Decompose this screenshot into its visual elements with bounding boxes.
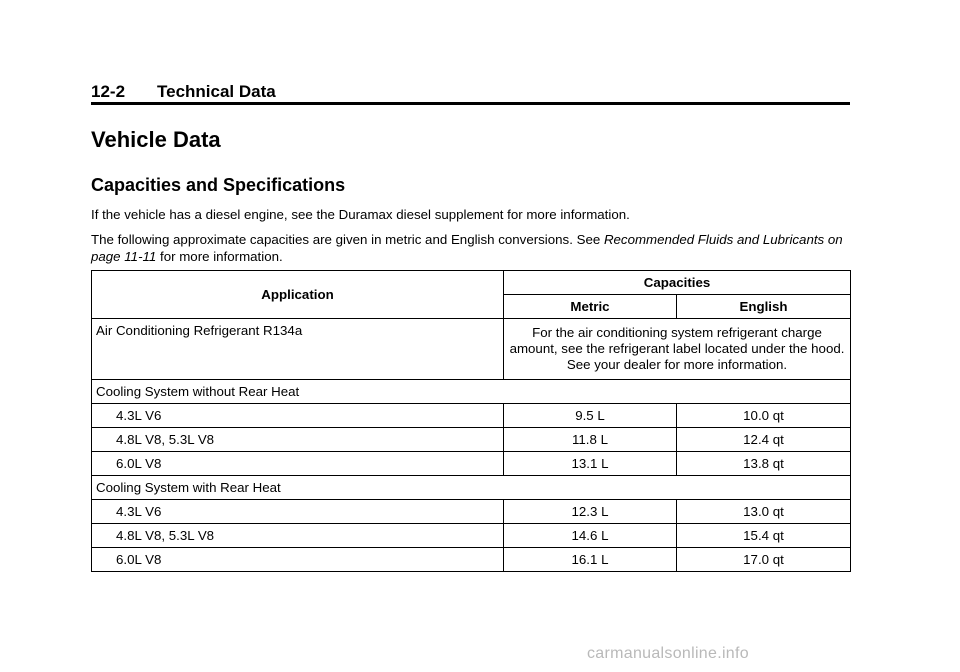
metric-cell: 9.5 L (504, 404, 677, 428)
table-row (92, 500, 851, 524)
page-number: 12-2 (91, 82, 126, 101)
table-row (92, 404, 851, 428)
metric-cell: 16.1 L (504, 548, 677, 572)
capacities-table (91, 270, 851, 572)
table-group-row (92, 476, 851, 500)
table-row-ac-refrigerant (92, 319, 851, 380)
english-cell: 13.0 qt (677, 500, 851, 524)
intro-text-end: for more information. (156, 249, 283, 264)
header-capacities: Capacities (504, 271, 851, 295)
metric-cell: 14.6 L (504, 524, 677, 548)
engine-cell: 4.3L V6 (92, 500, 504, 524)
english-cell: 17.0 qt (677, 548, 851, 572)
engine-cell: 4.3L V6 (92, 404, 504, 428)
table-row (92, 452, 851, 476)
metric-cell: 11.8 L (504, 428, 677, 452)
table-row (92, 428, 851, 452)
engine-cell: 6.0L V8 (92, 548, 504, 572)
page-title: Vehicle Data (91, 127, 221, 152)
intro-text: The following approximate capacities are given in metric and English conversions. See (91, 232, 604, 247)
header-metric: Metric (504, 295, 677, 319)
english-cell: 10.0 qt (677, 404, 851, 428)
ac-label: Air Conditioning Refrigerant R134a (92, 319, 504, 380)
diesel-note: If the vehicle has a diesel engine, see the Duramax diesel supplement for more information. (91, 207, 630, 222)
section-title: Technical Data (157, 82, 276, 101)
page-header (91, 82, 850, 105)
table-header-row (92, 271, 851, 295)
table-row (92, 548, 851, 572)
cross-reference-link[interactable]: Recommended Fluids and Lubricants on page 11-11 (91, 232, 843, 264)
engine-cell: 6.0L V8 (92, 452, 504, 476)
group-label: Cooling System without Rear Heat (92, 380, 851, 404)
engine-cell: 4.8L V8, 5.3L V8 (92, 428, 504, 452)
table-group-row (92, 380, 851, 404)
english-cell: 13.8 qt (677, 452, 851, 476)
ac-note: For the air conditioning system refrigerant charge amount, see the refrigerant label located under the hood. See your dealer for more information. (504, 319, 851, 380)
capacities-intro (91, 231, 851, 265)
header-english: English (677, 295, 851, 319)
watermark: carmanualsonline.info (587, 645, 749, 662)
section-subtitle: Capacities and Specifications (91, 175, 346, 195)
group-label: Cooling System with Rear Heat (92, 476, 851, 500)
metric-cell: 12.3 L (504, 500, 677, 524)
engine-cell: 4.8L V8, 5.3L V8 (92, 524, 504, 548)
table-row (92, 524, 851, 548)
english-cell: 12.4 qt (677, 428, 851, 452)
header-application: Application (92, 271, 504, 319)
english-cell: 15.4 qt (677, 524, 851, 548)
metric-cell: 13.1 L (504, 452, 677, 476)
